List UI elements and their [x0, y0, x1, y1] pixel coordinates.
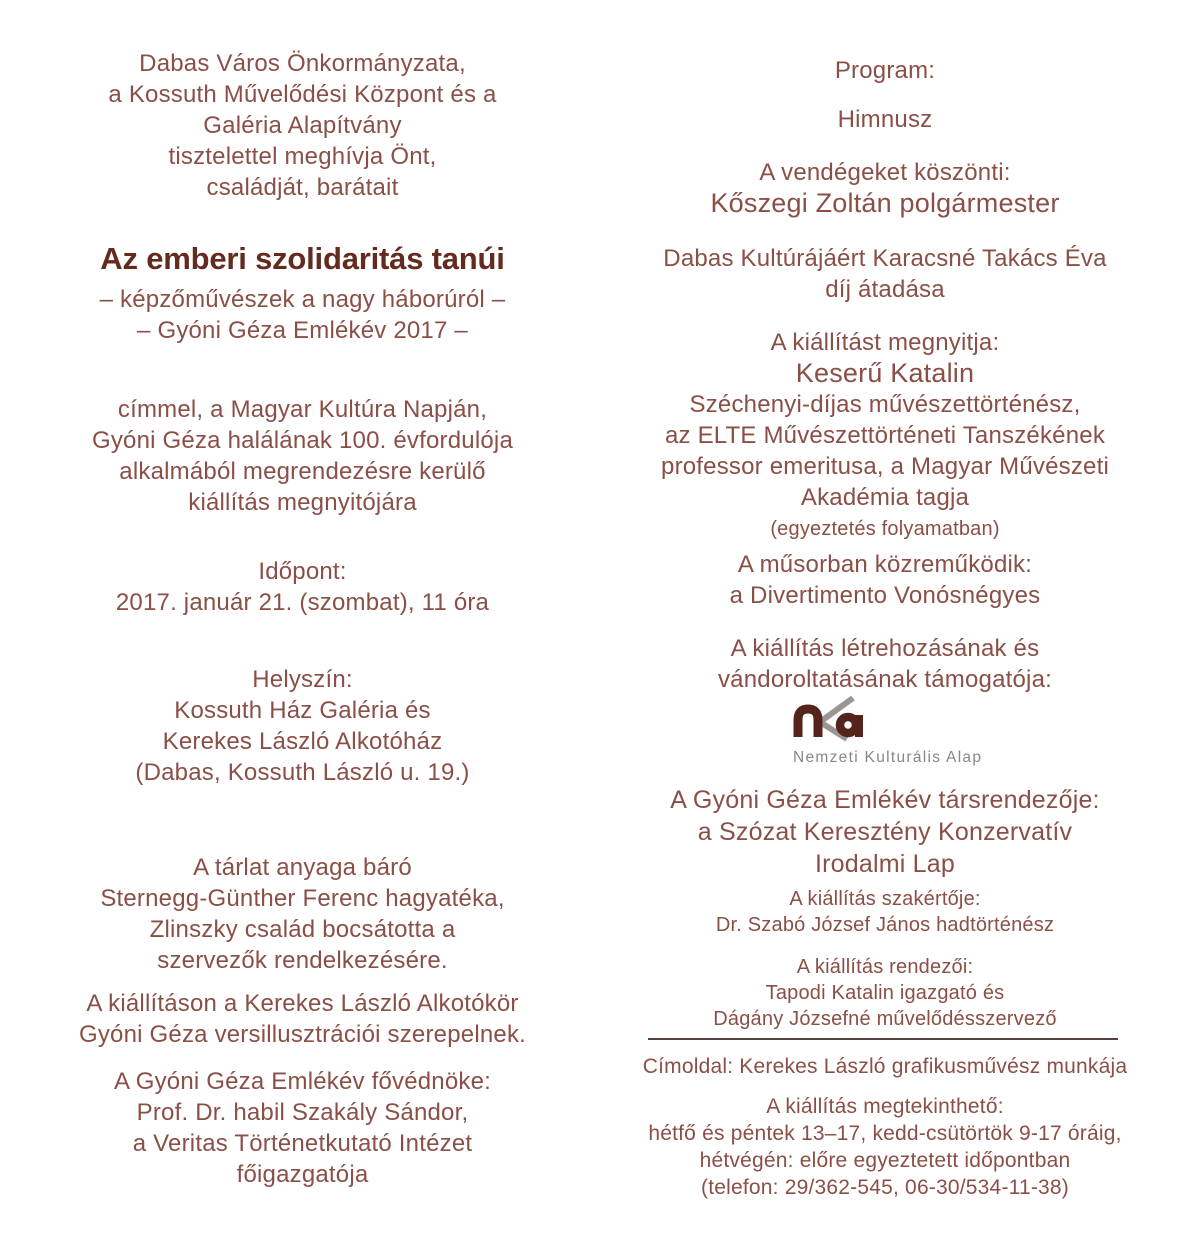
- opening-title-line: professor emeritusa, a Magyar Művészeti: [661, 453, 1109, 480]
- text-line: Sternegg-Günther Ferenc hagyatéka,: [100, 885, 505, 912]
- illustrations-block: [30, 988, 575, 1050]
- exhibition-description-block: [30, 394, 575, 518]
- subtitle-block: [30, 284, 575, 346]
- text-line: Dabas Kultúrájáért Karacsné Takács Éva: [663, 245, 1107, 272]
- text-line: alkalmából megrendezésre kerülő: [119, 458, 486, 485]
- venue-line: Kossuth Ház Galéria és: [174, 697, 431, 724]
- datetime-block: [30, 556, 575, 618]
- text-line: kiállítás megnyitójára: [188, 489, 417, 516]
- text-line: a Veritas Történetkutató Intézet: [132, 1130, 473, 1157]
- award-block: [620, 243, 1150, 305]
- greeting-block: [620, 157, 1150, 219]
- music-name: a Divertimento Vonósnégyes: [729, 582, 1041, 609]
- opening-note: (egyeztetés folyamatban): [770, 518, 1000, 540]
- coorganizer-block: [620, 784, 1150, 880]
- text-line: Gyóni Géza halálának 100. évfordulója: [91, 427, 513, 454]
- opening-title-line: az ELTE Művészettörténeti Tanszékének: [664, 422, 1106, 449]
- cover-credit: Címoldal: Kerekes László grafikusművész munkája: [642, 1055, 1128, 1078]
- nka-logo-icon: [790, 694, 990, 744]
- nka-letter-a: [840, 717, 856, 733]
- sponsor-block: [620, 633, 1150, 695]
- subtitle-line: – képzőművészek a nagy háborúról –: [99, 286, 506, 313]
- music-block: [620, 549, 1150, 611]
- text-line: Irodalmi Lap: [815, 850, 955, 878]
- curator-line: Dágány Józsefné művelődésszervező: [713, 1008, 1057, 1030]
- hours-label: A kiállítás megtekinthető:: [766, 1095, 1004, 1118]
- text-line: címmel, a Magyar Kultúra Napján,: [117, 396, 488, 423]
- text-line: A tárlat anyaga báró: [193, 854, 412, 881]
- greeting-name: Kőszegi Zoltán polgármester: [710, 188, 1060, 218]
- patron-block: [30, 1066, 575, 1190]
- text-line: A Gyóni Géza Emlékév fővédnöke:: [113, 1068, 492, 1095]
- nka-caption: Nemzeti Kulturális Alap: [793, 749, 983, 766]
- host-intro-block: [30, 48, 575, 203]
- curators-label: A kiállítás rendezői:: [796, 956, 974, 978]
- text-line: szervezők rendelkezésére.: [157, 947, 448, 974]
- curators-block: [620, 954, 1150, 1032]
- hours-line: (telefon: 29/362-545, 06-30/534-11-38): [701, 1176, 1069, 1199]
- text-line: Dabas Város Önkormányzata,: [139, 50, 466, 77]
- opening-hours-block: [620, 1093, 1150, 1201]
- venue-line: (Dabas, Kossuth László u. 19.): [135, 759, 470, 786]
- anthem-item: Himnusz: [837, 106, 933, 133]
- venue-line: Kerekes László Alkotóház: [162, 728, 443, 755]
- text-line: A Gyóni Géza Emlékév társrendezője:: [670, 786, 1100, 814]
- datetime-label: Időpont:: [258, 558, 347, 585]
- expert-block: [620, 886, 1150, 938]
- text-line: a Kossuth Művelődési Központ és a: [108, 81, 497, 108]
- greeting-intro: A vendégeket köszönti:: [759, 159, 1011, 186]
- hours-line: hétfő és péntek 13–17, kedd-csütörtök 9-17 óráig,: [648, 1122, 1122, 1145]
- datetime-value: 2017. január 21. (szombat), 11 óra: [115, 589, 490, 616]
- opening-intro: A kiállítást megnyitja:: [770, 329, 1000, 356]
- opening-block: [620, 327, 1150, 542]
- curator-line: Tapodi Katalin igazgató és: [765, 982, 1005, 1004]
- subtitle-line: – Gyóni Géza Emlékév 2017 –: [137, 317, 468, 344]
- program-heading: Program:: [834, 57, 936, 84]
- text-line: tisztelettel meghívja Önt,: [168, 143, 437, 170]
- text-line: Galéria Alapítvány: [203, 112, 402, 139]
- venue-block: [30, 664, 575, 788]
- page-title: Az emberi szolidaritás tanúi: [100, 241, 505, 276]
- text-line: díj átadása: [825, 276, 945, 303]
- footer-divider: [648, 1038, 1118, 1040]
- estate-block: [30, 852, 575, 976]
- opening-title-line: Széchenyi-díjas művészettörténész,: [689, 391, 1081, 418]
- text-line: Gyóni Géza versillusztrációi szerepelnek.: [78, 1021, 527, 1048]
- text-line: Zlinszky család bocsátotta a: [149, 916, 456, 943]
- text-line: főigazgatója: [236, 1161, 369, 1188]
- expert-name: Dr. Szabó József János hadtörténész: [715, 914, 1055, 936]
- nka-logo: [790, 694, 1010, 766]
- text-line: családját, barátait: [206, 174, 399, 201]
- opening-name: Keserű Katalin: [795, 358, 975, 388]
- expert-label: A kiállítás szakértője:: [789, 888, 981, 910]
- text-line: a Szózat Keresztény Konzervatív: [697, 818, 1073, 846]
- text-line: Prof. Dr. habil Szakály Sándor,: [136, 1099, 469, 1126]
- text-line: A kiállítás létrehozásának és: [730, 635, 1040, 662]
- nka-letter-n: [798, 709, 818, 737]
- opening-title-line: Akadémia tagja: [800, 484, 970, 511]
- hours-line: hétvégén: előre egyeztetett időpontban: [699, 1149, 1071, 1172]
- music-intro: A műsorban közreműködik:: [737, 551, 1033, 578]
- venue-label: Helyszín:: [252, 666, 353, 693]
- text-line: vándoroltatásának támogatója:: [717, 666, 1053, 693]
- text-line: A kiállításon a Kerekes László Alkotókör: [86, 990, 519, 1017]
